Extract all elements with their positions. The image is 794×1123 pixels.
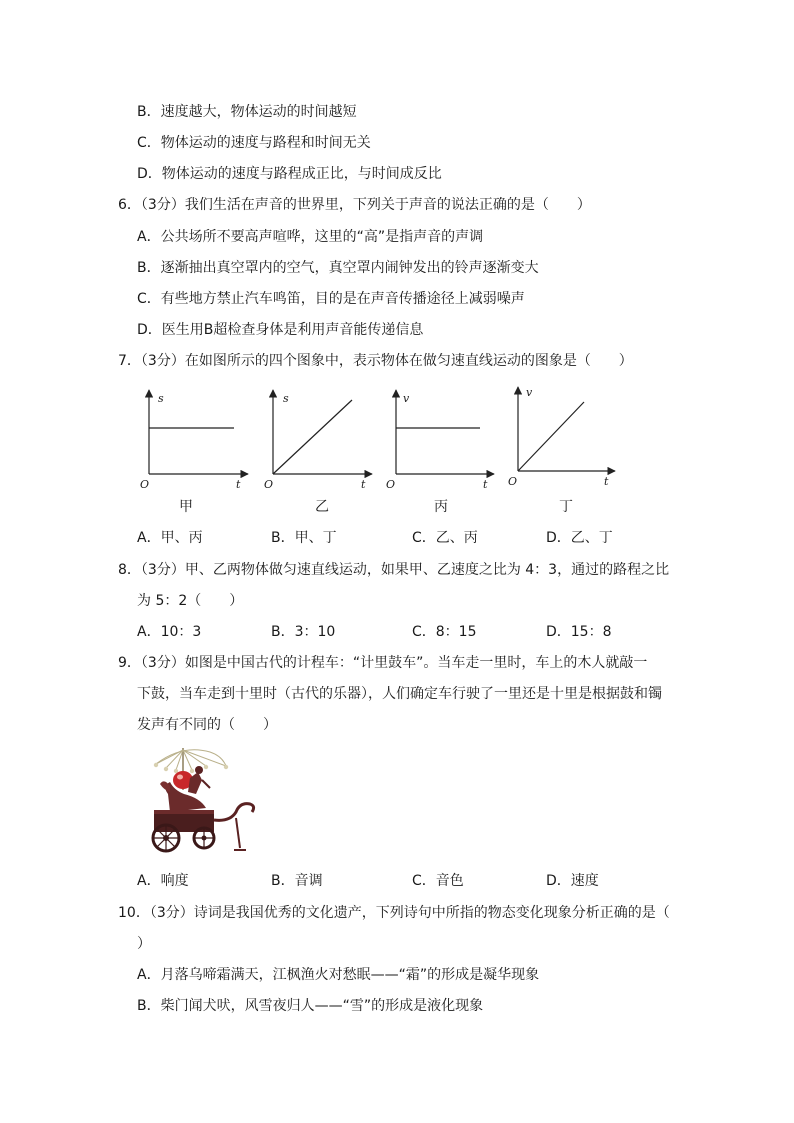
graph-bing-xlabel: t	[483, 478, 488, 491]
q9-option-a: A．响度	[137, 873, 189, 889]
graph-yi-caption: 乙	[315, 499, 329, 515]
graph-ding-caption: 丁	[559, 499, 573, 515]
q7-option-d: D．乙、丁	[546, 530, 613, 546]
graph-yi-xlabel: t	[361, 478, 366, 491]
q10-stem-line1: 10．（3分）诗词是我国优秀的文化遗产，下列诗句中所指的物态变化现象分析正确的是（	[118, 905, 670, 921]
q9-stem-line1: 9．（3分）如图是中国古代的计程车：“计里鼓车”。当车走一里时，车上的木人就敲一	[118, 655, 648, 671]
q9-option-b: B．音调	[271, 873, 323, 889]
q6-option-b: B．逐渐抽出真空罩内的空气，真空罩内闹钟发出的铃声逐渐变大	[137, 260, 539, 276]
drum-cart-illustration	[140, 742, 260, 862]
q8-option-d: D．15：8	[546, 624, 612, 640]
graph-jia-origin: O	[140, 478, 150, 491]
graph-bing	[386, 390, 494, 491]
q8-option-b: B．3：10	[271, 624, 336, 640]
graph-jia-xlabel: t	[236, 478, 241, 491]
q10-stem-line2: ）	[137, 936, 151, 952]
q6-option-d: D．医生用B超检查身体是利用声音能传递信息	[137, 322, 424, 338]
q7-option-a: A．甲、丙	[137, 530, 203, 546]
graph-ding	[508, 386, 615, 488]
graph-jia-caption: 甲	[179, 499, 193, 515]
q8-option-a: A．10：3	[137, 624, 202, 640]
q10-option-b: B．柴门闻犬吠，风雪夜归人——“雪”的形成是液化现象	[137, 998, 484, 1014]
graph-yi	[264, 390, 372, 491]
q5-option-b: B．速度越大，物体运动的时间越短	[137, 104, 357, 120]
graph-yi-ylabel: s	[283, 392, 289, 405]
q9-option-d: D．速度	[546, 873, 599, 889]
graph-ding-origin: O	[508, 475, 518, 488]
graph-yi-line	[273, 400, 352, 474]
q8-option-c: C．8：15	[412, 624, 477, 640]
q6-option-a: A．公共场所不要高声喧哗，这里的“高”是指声音的声调	[137, 229, 484, 245]
graph-jia-ylabel: s	[158, 392, 164, 405]
q8-stem-line2: 为 5：2（ ）	[137, 593, 244, 609]
q7-graphs	[0, 382, 794, 522]
q9-option-c: C．音色	[412, 873, 464, 889]
q8-stem-line1: 8．（3分）甲、乙两物体做匀速直线运动，如果甲、乙速度之比为 4：3，通过的路程之比	[118, 562, 670, 578]
q7-stem: 7．（3分）在如图所示的四个图象中，表示物体在做匀速直线运动的图象是（ ）	[118, 353, 633, 369]
graph-ding-ylabel: v	[526, 386, 533, 399]
graph-yi-origin: O	[264, 478, 274, 491]
graph-ding-xlabel: t	[604, 475, 609, 488]
graph-bing-ylabel: v	[403, 392, 410, 405]
graph-bing-caption: 丙	[434, 499, 448, 515]
graph-ding-line	[518, 402, 584, 471]
q9-stem-line3: 发声有不同的（ ）	[137, 717, 277, 733]
q5-option-c: C．物体运动的速度与路程和时间无关	[137, 135, 371, 151]
q5-option-d: D．物体运动的速度与路程成正比，与时间成反比	[137, 166, 442, 182]
q6-option-c: C．有些地方禁止汽车鸣笛，目的是在声音传播途径上减弱噪声	[137, 291, 525, 307]
graph-bing-origin: O	[386, 478, 396, 491]
q7-option-c: C．乙、丙	[412, 530, 478, 546]
q9-stem-line2: 下鼓，当车走到十里时（古代的乐器），人们确定车行驶了一里还是十里是根据鼓和镯	[137, 686, 662, 702]
q7-option-b: B．甲、丁	[271, 530, 337, 546]
graph-jia	[140, 390, 248, 491]
q6-stem: 6．（3分）我们生活在声音的世界里，下列关于声音的说法正确的是（ ）	[118, 197, 591, 213]
q10-option-a: A．月落乌啼霜满天，江枫渔火对愁眠——“霜”的形成是凝华现象	[137, 967, 540, 983]
